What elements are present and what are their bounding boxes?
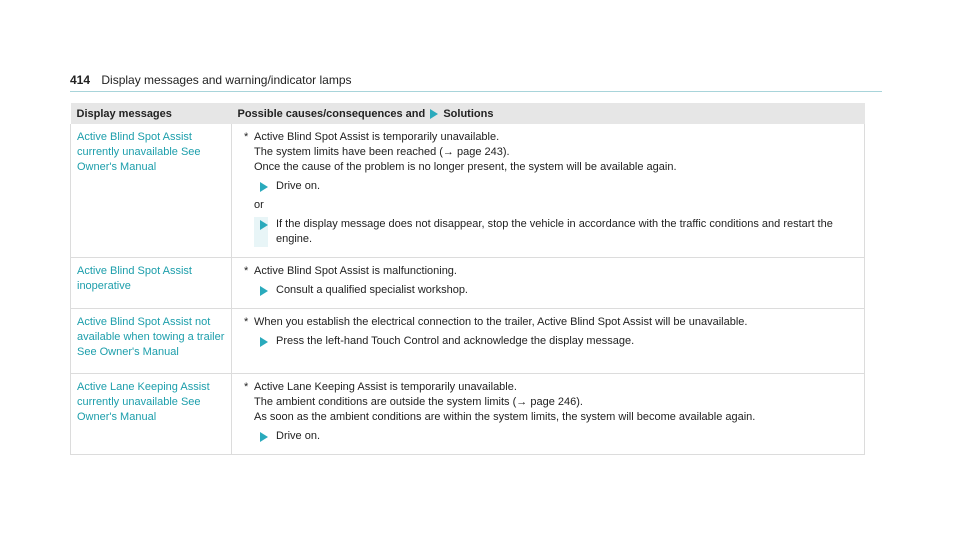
- step-arrow-icon: [260, 286, 268, 296]
- column-header-causes-label: Possible causes/consequences and: [237, 108, 426, 120]
- solution-cell: [232, 374, 865, 455]
- column-header-causes: [232, 103, 865, 124]
- solution-cell: [232, 309, 865, 374]
- cause-item: * Active Blind Spot Assist is temporarily unavailable.: [244, 131, 500, 143]
- or-separator: or: [254, 199, 264, 211]
- cause-detail: As soon as the ambient conditions are within the system limits, the system will become available again.: [254, 411, 756, 423]
- solution-step: Consult a qualified specialist workshop.: [238, 283, 858, 298]
- cause-item: * Active Lane Keeping Assist is temporarily unavailable.: [244, 381, 517, 393]
- table-header-row: [71, 103, 865, 124]
- step-arrow-icon: [260, 220, 268, 230]
- table-row: [71, 374, 865, 455]
- solution-step: If the display message does not disappear, stop the vehicle in accordance with the traffic conditions and restart the engine.: [238, 217, 858, 247]
- solution-step: Press the left-hand Touch Control and acknowledge the display message.: [238, 334, 858, 349]
- solution-arrow-icon: [430, 109, 438, 119]
- cause-detail: The ambient conditions are outside the system limits (→ page 246).: [254, 396, 583, 408]
- step-arrow-icon: [260, 337, 268, 347]
- step-arrow-icon: [260, 432, 268, 442]
- display-messages-table: [70, 103, 865, 455]
- step-arrow-icon: [260, 182, 268, 192]
- page-header: [70, 73, 882, 92]
- solution-step: Drive on.: [238, 179, 858, 194]
- solution-step: Drive on.: [238, 429, 858, 444]
- table-row: [71, 124, 865, 258]
- column-header-messages: Display messages: [71, 103, 232, 124]
- table-row: [71, 258, 865, 309]
- solution-cell: [232, 124, 865, 258]
- solution-cell: [232, 258, 865, 309]
- cause-item: * Active Blind Spot Assist is malfunctioning.: [244, 265, 457, 277]
- cause-detail: Once the cause of the problem is no longer present, the system will be available again.: [254, 161, 677, 173]
- display-message: Active Blind Spot Assist currently unavailable See Owner's Manual: [71, 124, 232, 258]
- display-message: Active Blind Spot Assist not available when towing a trailer See Owner's Manual: [71, 309, 232, 374]
- page-header-title: Display messages and warning/indicator lamps: [101, 73, 352, 87]
- display-message: Active Lane Keeping Assist currently unavailable See Owner's Manual: [71, 374, 232, 455]
- display-message: Active Blind Spot Assist inoperative: [71, 258, 232, 309]
- cause-detail: The system limits have been reached (→ page 243).: [254, 146, 510, 158]
- table-row: [71, 309, 865, 374]
- cause-item: * When you establish the electrical connection to the trailer, Active Blind Spot Assist will be unavailable.: [244, 316, 748, 328]
- column-header-solutions-label: Solutions: [443, 108, 494, 120]
- page-number: 414: [70, 73, 91, 87]
